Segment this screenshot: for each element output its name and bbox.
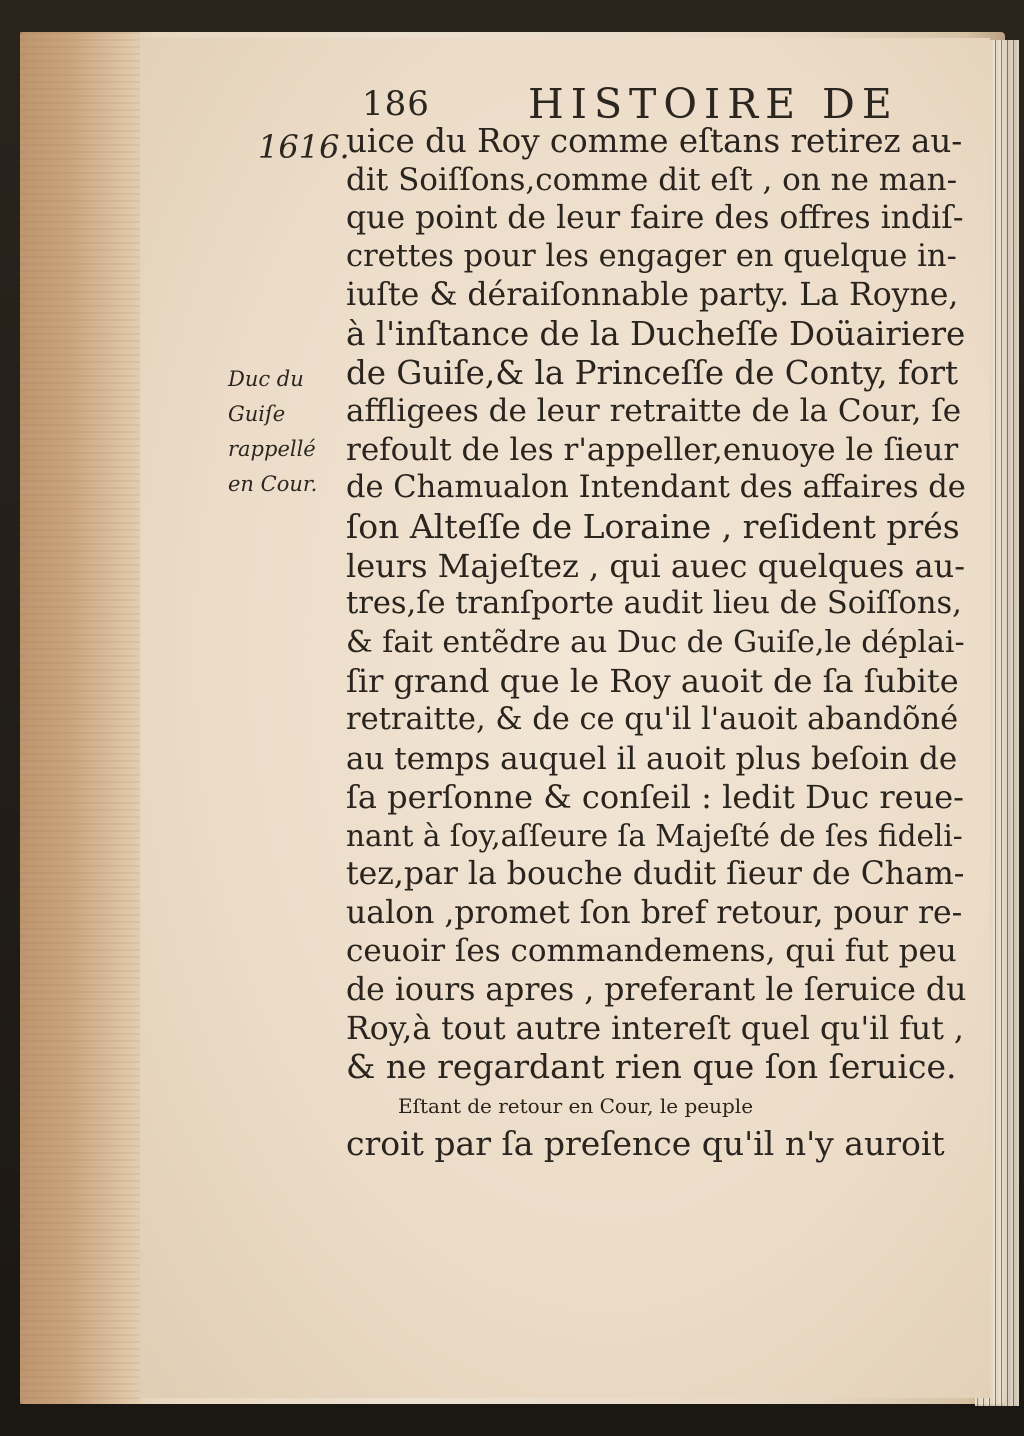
margin-note-line: Guiſe [228, 402, 286, 426]
text-line: tres,ſe tranſporte audit lieu de Soiſſons, [346, 586, 962, 622]
text-line: ceuoir ſes commandemens, qui fut peu [346, 933, 957, 970]
text-line: retraitte, & de ce qu'il l'auoit abandõné [346, 701, 959, 737]
text-line: à l'inſtance de la Ducheſſe Doüairiere [346, 314, 966, 353]
text-line: au temps auquel il auoit plus beſoin de [346, 740, 958, 777]
margin-note-line: en Cour. [228, 472, 318, 496]
text-line: ualon ,promet ſon bref retour, pour re- [346, 894, 963, 931]
text-line: de iours apres , preferant le ſeruice du [346, 972, 967, 1009]
text-line: ſon Alteſſe de Loraine , reſident prés [346, 506, 960, 546]
text-line: ſa perſonne & conſeil : ledit Duc reue- [346, 778, 964, 817]
text-line: nant à ſoy,aſſeure ſa Majeſté de ſes fideli- [346, 818, 963, 853]
text-line: leurs Majeſtez , qui auec quelques au- [346, 546, 965, 585]
text-line: croit par ſa preſence qu'il n'y auroit [346, 1124, 945, 1164]
text-line: de Chamualon Intendant des affaires de [346, 470, 966, 506]
text-line: tez,par la bouche dudit ſieur de Cham- [346, 856, 965, 893]
text-line: refoult de les r'appeller,enuoye le ſieur [346, 431, 959, 468]
text-line: ſir grand que le Roy auoit de ſa ſubite [346, 662, 959, 701]
text-line: & fait entẽdre au Duc de Guiſe,le déplai- [346, 624, 965, 660]
text-line: de Guiſe,& la Princeſſe de Conty, fort [346, 353, 959, 392]
margin-year: 1616. [258, 128, 350, 166]
text-line: que point de leur faire des offres indiſ- [346, 200, 964, 237]
text-line: iuſte & déraiſonnable party. La Royne, [346, 277, 959, 314]
text-line: uice du Roy comme eſtans retirez au- [346, 122, 963, 160]
text-line: Eſtant de retour en Cour, le peuple [398, 1093, 754, 1118]
body-text [346, 122, 966, 1164]
text-line: & ne regardant rien que ſon ſeruice. [346, 1047, 957, 1087]
text-line: Roy,à tout autre intereſt quel qu'il fut , [346, 1010, 964, 1047]
page-number: 186 [362, 84, 430, 124]
text-line: crettes pour les engager en quelque in- [346, 238, 957, 274]
margin-note [228, 362, 338, 502]
margin-note-line: rappellé [228, 437, 316, 461]
gutter [20, 32, 140, 1404]
margin-note-line: Duc du [228, 367, 304, 391]
text-line: affligees de leur retraitte de la Cour, ſe [346, 393, 962, 430]
running-head: HISTOIRE DE [528, 80, 899, 128]
text-line: dit Soiſſons,comme dit eſt , on ne man- [346, 161, 958, 198]
